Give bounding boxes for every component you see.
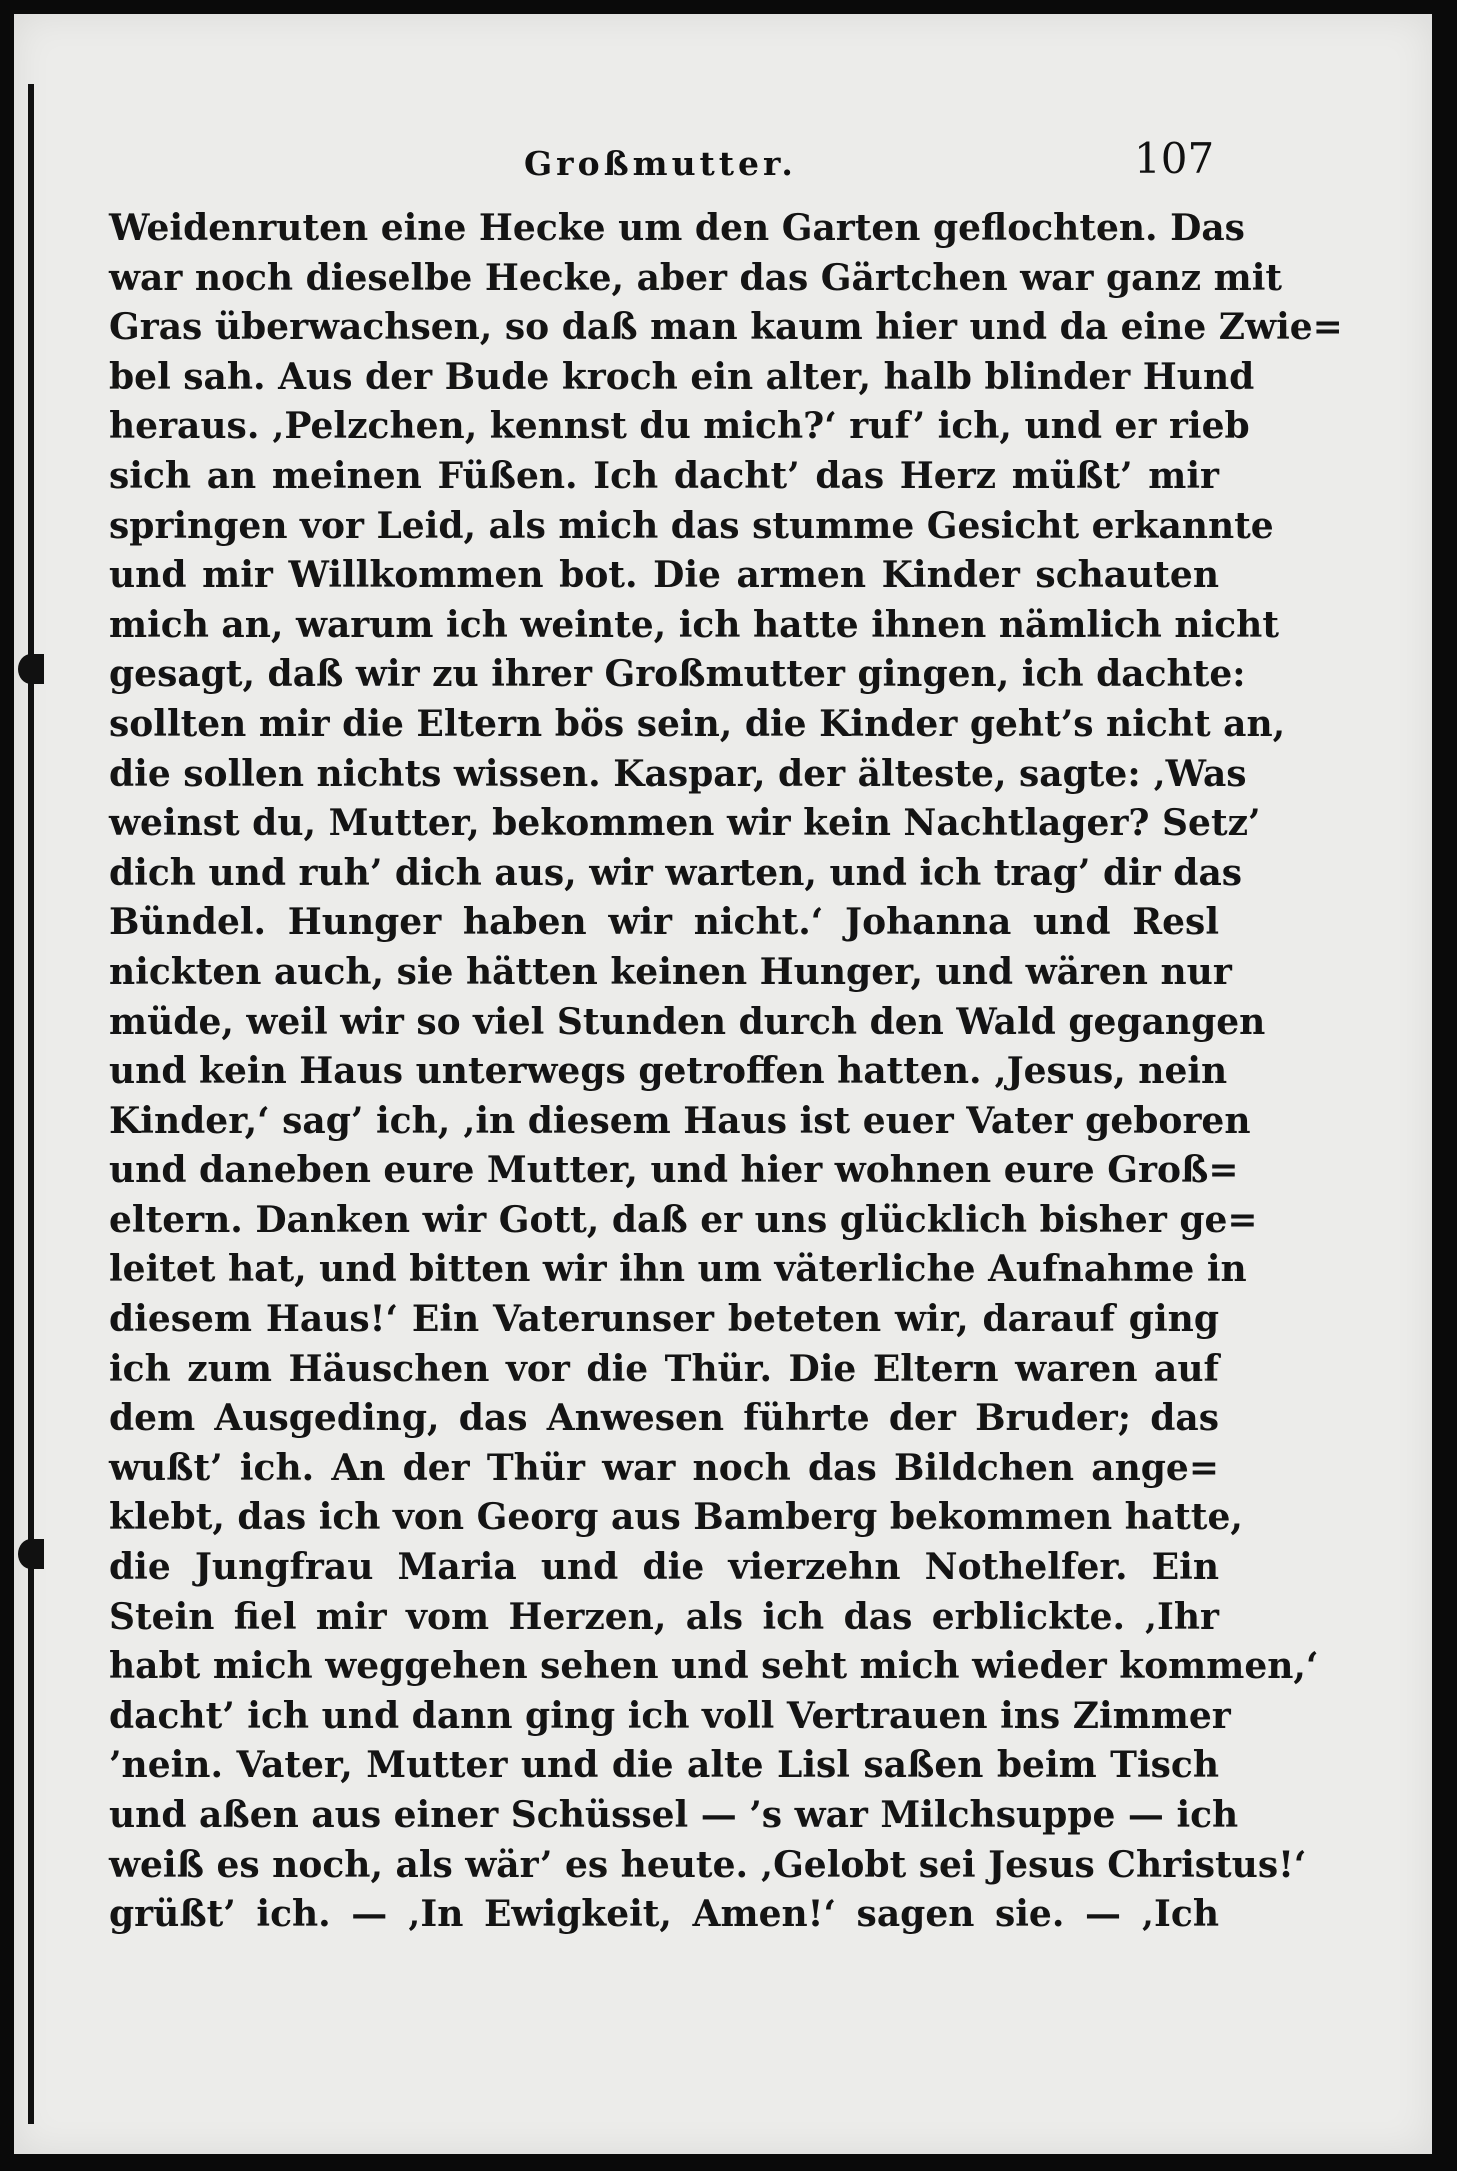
text-line: diesem Haus!‘ Ein Vaterunser beteten wir, darauf ging — [109, 1298, 1219, 1341]
body-text — [109, 204, 1343, 1940]
text-line: nickten auch, sie hätten keinen Hunger, und wären nur — [109, 950, 1232, 993]
text-line: wußt’ ich. An der Thür war noch das Bildchen ange= — [109, 1446, 1219, 1489]
text-line: springen vor Leid, als mich das stumme Gesicht erkannte — [109, 504, 1274, 547]
text-line: habt mich weggehen sehen und seht mich wieder kommen,‘ — [109, 1645, 1319, 1688]
text-line: gesagt, daß wir zu ihrer Großmutter gingen, ich dachte: — [109, 653, 1246, 696]
text-line: dem Ausgeding, das Anwesen führte der Bruder; das — [109, 1397, 1219, 1440]
text-line: dich und ruh’ dich aus, wir warten, und ich trag’ dir das — [109, 851, 1243, 894]
text-line: die sollen nichts wissen. Kaspar, der älteste, sagte: ‚Was — [109, 752, 1247, 795]
text-line: leitet hat, und bitten wir ihn um väterliche Aufnahme in — [109, 1248, 1247, 1291]
text-line: müde, weil wir so viel Stunden durch den Wald gegangen — [109, 1000, 1266, 1043]
text-line: Weidenruten eine Hecke um den Garten geflochten. Das — [109, 207, 1245, 249]
text-line: heraus. ‚Pelzchen, kennst du mich?‘ ruf’ ich, und er rieb — [109, 405, 1250, 448]
text-line: sich an meinen Füßen. Ich dacht’ das Herz müßt’ mir — [109, 454, 1219, 497]
text-line: und daneben eure Mutter, und hier wohnen eure Groß= — [109, 1149, 1239, 1192]
text-line: Bündel. Hunger haben wir nicht.‘ Johanna und Resl — [109, 901, 1219, 944]
text-line: grüßt’ ich. — ‚In Ewigkeit, Amen!‘ sagen sie. — ‚Ich — [109, 1893, 1219, 1936]
binding-mark — [18, 1539, 44, 1569]
text-line: weiß es noch, als wär’ es heute. ‚Gelobt sei Jesus Christus!‘ — [109, 1843, 1307, 1886]
text-line: und kein Haus unterwegs getroffen hatten. ‚Jesus, nein — [109, 1050, 1228, 1093]
text-line: ich zum Häuschen vor die Thür. Die Eltern waren auf — [109, 1347, 1219, 1390]
text-line: und aßen aus einer Schüssel — ’s war Milchsuppe — ich — [109, 1794, 1239, 1836]
text-line: Gras überwachsen, so daß man kaum hier und da eine Zwie= — [109, 306, 1343, 349]
text-line: ’nein. Vater, Mutter und die alte Lisl saßen beim Tisch — [109, 1744, 1219, 1787]
text-line: und mir Willkommen bot. Die armen Kinder schauten — [109, 554, 1219, 597]
running-head — [14, 134, 1432, 194]
text-line: weinst du, Mutter, bekommen wir kein Nachtlager? Setz’ — [109, 802, 1261, 845]
binding-mark — [18, 654, 44, 684]
text-line: die Jungfrau Maria und die vierzehn Nothelfer. Ein — [109, 1546, 1219, 1589]
running-title: Großmutter. — [524, 144, 797, 183]
text-line: bel sah. Aus der Bude kroch ein alter, halb blinder Hund — [109, 355, 1255, 398]
text-line: Kinder,‘ sag’ ich, ‚in diesem Haus ist euer Vater geboren — [109, 1099, 1251, 1142]
text-line: dacht’ ich und dann ging ich voll Vertrauen ins Zimmer — [109, 1694, 1231, 1737]
binding-edge — [28, 84, 34, 2124]
text-line: Stein fiel mir vom Herzen, als ich das erblickte. ‚Ihr — [109, 1595, 1219, 1638]
text-line: sollten mir die Eltern bös sein, die Kinder geht’s nicht an, — [109, 702, 1286, 745]
page-number: 107 — [1134, 134, 1215, 183]
text-line: eltern. Danken wir Gott, daß er uns glücklich bisher ge= — [109, 1198, 1258, 1241]
text-line: war noch dieselbe Hecke, aber das Gärtchen war ganz mit — [109, 256, 1283, 299]
book-page — [14, 14, 1432, 2154]
text-line: mich an, warum ich weinte, ich hatte ihnen nämlich nicht — [109, 603, 1279, 646]
text-line: klebt, das ich von Georg aus Bamberg bekommen hatte, — [109, 1496, 1243, 1539]
